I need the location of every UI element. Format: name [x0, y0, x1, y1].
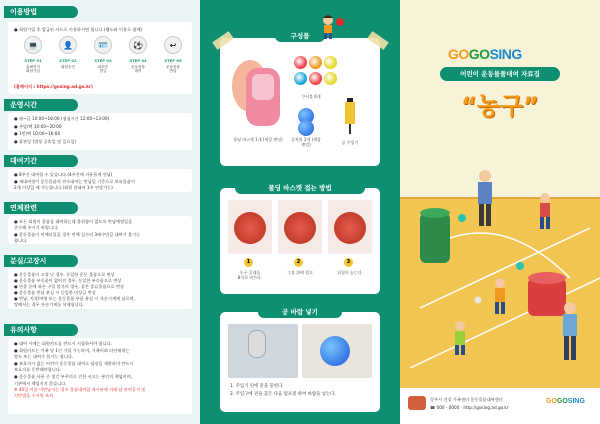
text-line: ● 주말/택 10:00~20:00 — [14, 123, 62, 129]
parts-caption-basket: 폴딩 바스켓 1개 (색상 랜덤) — [233, 137, 283, 142]
kush-ball-icon — [309, 72, 322, 85]
step-label: STEP 05 — [164, 58, 182, 63]
step-icon: 🪪 — [94, 36, 112, 54]
inflate-photo-1 — [228, 324, 298, 378]
parts-caption-kush: 쿠시볼 6개 — [301, 94, 321, 99]
footer-contact: ☎ 000 - 0000 · http://gosing.ad.go.kr — [430, 405, 509, 410]
warning-line: ※ 40일 이상 미반납자는 경우 물품대여업 게시판에 거래 납 관련공지 및 — [14, 387, 146, 393]
cover-subtitle: 어린이 운동물품대여 자료집 — [440, 67, 560, 81]
footer-logo: GOGOSING — [546, 398, 585, 405]
kush-ball-icon — [294, 56, 307, 69]
text-line: 합니다. — [14, 237, 28, 243]
step-label: STEP 03 — [94, 58, 112, 63]
text-line: ● 모든 회원이 물품을 대여하는데 불편함이 없도록 반납예정일을 — [14, 219, 133, 224]
pump-icon — [340, 96, 360, 138]
text-line: ● 월~금 10:00~18:00 (점심시간 12:00~13:00) — [14, 116, 110, 121]
warning-line: 지반법을 수거처 조치 — [14, 393, 54, 399]
text-line: ● 반납, 지적/여명 또는 운동물품 부품 분실 시 자손기계에 남으며, — [14, 296, 135, 301]
folding-step-caption: 뒤집어 놓는다. — [337, 270, 363, 275]
step-desc: 운동물품 대여 — [131, 65, 145, 74]
text-line: ● 재대여정이 운동물품의 연속대여는 반납일 기준으로 보유물품이 — [14, 178, 135, 184]
text-line: ● 운동물품이 연체되었을 경우 연체 일수의 3배수만큼 대여가 불가능 — [14, 231, 141, 237]
homepage-label: (홈페이지 : https://gosing.ad.go.kr) — [14, 84, 93, 89]
brand-logo: GOGOSING — [448, 46, 522, 62]
usage-intro: ● 회원가입 후 발급된 카드로 이용하시면 됩니다.(웹도와 이용로 함께) — [14, 27, 143, 32]
step-number-badge: 2 — [294, 258, 303, 267]
parts-caption-pump: 공 주입기 — [341, 140, 359, 145]
folding-step-caption: 농구 골대를 8자로 비튼다. — [237, 270, 263, 280]
inflate-step-2: 2. 주입구에 핀을 꽂은 다음 펌프질 하여 바람을 넣는다. — [230, 392, 336, 397]
inflate-photo-2 — [302, 324, 372, 378]
text-line: ● 8주간 대여할 수 있습니다.(4주간에 자유롭게 연납) — [14, 172, 113, 177]
rental-heading: 대여기간 — [4, 155, 78, 167]
folding-step-photo — [278, 200, 322, 254]
panel-components — [200, 0, 400, 424]
step-desc: 홈페이지 회원가입 — [26, 65, 40, 74]
text-line: 양도 또는 대여가 불가능 합니다. — [14, 354, 74, 360]
text-line: ● 운동물품 사용 중 생긴 부주의로 인한 사고는 본인의 책임이며, — [14, 374, 133, 379]
text-line: ● 운동물품이 고장 난 경우, 동일한 운동 물품으로 변상 — [14, 272, 115, 277]
text-line: 2개 이상일 때 가능합니다.(회원 한태어 1주 연장가능) — [14, 185, 113, 190]
text-line: ● 단종 등에 따른 구입 불가의 경우, 같은 종류물품으로 변상 — [14, 284, 125, 289]
text-line: 준수해 주시기 바랍니다. — [14, 225, 59, 231]
folding-step-photo — [228, 200, 272, 254]
kush-ball-icon — [309, 56, 322, 69]
panel-guide — [0, 0, 200, 424]
step-desc: 회원증 발급 — [97, 65, 109, 74]
step-number-badge: 1 — [244, 258, 253, 267]
inflate-step-1: 1. 주입기 핀에 물을 묻힌다. — [230, 384, 284, 389]
ball-icon — [298, 120, 314, 136]
kush-ball-icon — [324, 56, 337, 69]
text-line: 기관에서 책임지지 않습니다. — [14, 380, 67, 386]
step-label: STEP 04 — [129, 58, 147, 63]
org-logo-icon — [408, 396, 426, 410]
step-label: STEP 02 — [59, 58, 77, 63]
text-line: ● 운동물품 반납 분실 시 동일한 비상금 변상 — [14, 290, 96, 295]
text-line: 탕해서는 경우 자손기계를 삭제합니다. — [14, 302, 85, 307]
text-line: ● 보호자가 없는 어린이 운동물품 대여소 임장을 제한하며 반드시 — [14, 360, 134, 366]
hours-heading: 운영시간 — [4, 99, 78, 111]
basketball-court-illustration — [400, 118, 600, 388]
step-icon: 💻 — [24, 36, 42, 54]
step-desc: 회원승인 — [61, 65, 75, 69]
notes-heading: 유의사항 — [4, 324, 78, 336]
folding-step-caption: 그물 위에 접고 — [287, 270, 313, 275]
parts-caption-balls: 공차볼 2개 (색상 랜덤) — [291, 137, 321, 147]
folding-heading: 폴딩 바스켓 접는 방법 — [235, 182, 365, 194]
kid-cartoon-icon — [318, 12, 348, 42]
footer-org: 상주시 건강 가족센터 운동물품대여센터 — [430, 397, 503, 402]
step-icon: 👤 — [59, 36, 77, 54]
usage-heading: 이용방법 — [4, 6, 78, 18]
text-line: ● 회원카드는 가족 당 1인 가입 가능하며, 가족이외 타인에게는 — [14, 347, 130, 353]
text-line: ● 운동물품 부속품이 없어진 경우, 동일한 부속품으로 변상 — [14, 278, 122, 283]
parts-heading: 구성품 — [275, 30, 325, 42]
text-line: ● 휴관일 (법정 공휴일 및 일요일) — [14, 138, 77, 144]
inflate-heading: 공 바람 넣기 — [258, 306, 342, 318]
cover-title: “농구” — [461, 92, 539, 120]
kush-ball-icon — [294, 72, 307, 85]
kush-ball-icon — [324, 72, 337, 85]
loss-heading: 분실/고장시 — [4, 255, 78, 267]
text-line: 보호자를 동반해야합니다. — [14, 367, 62, 373]
step-number-badge: 3 — [344, 258, 353, 267]
step-icon: ↩ — [164, 36, 182, 54]
folding-basket-icon — [228, 56, 288, 134]
overdue-heading: 연체관련 — [4, 202, 78, 214]
text-line: ● 대여 시에는 회원카드를 반드시 지참하셔야 합니다. — [14, 341, 112, 346]
folding-step-photo — [328, 200, 372, 254]
text-line: ● 1번/택 10:00~16:00 — [14, 131, 61, 136]
step-desc: 운동물품 반납 — [166, 65, 180, 74]
step-icon: ⚽ — [129, 36, 147, 54]
panel-cover — [400, 0, 600, 424]
step-label: STEP 01 — [24, 58, 42, 63]
